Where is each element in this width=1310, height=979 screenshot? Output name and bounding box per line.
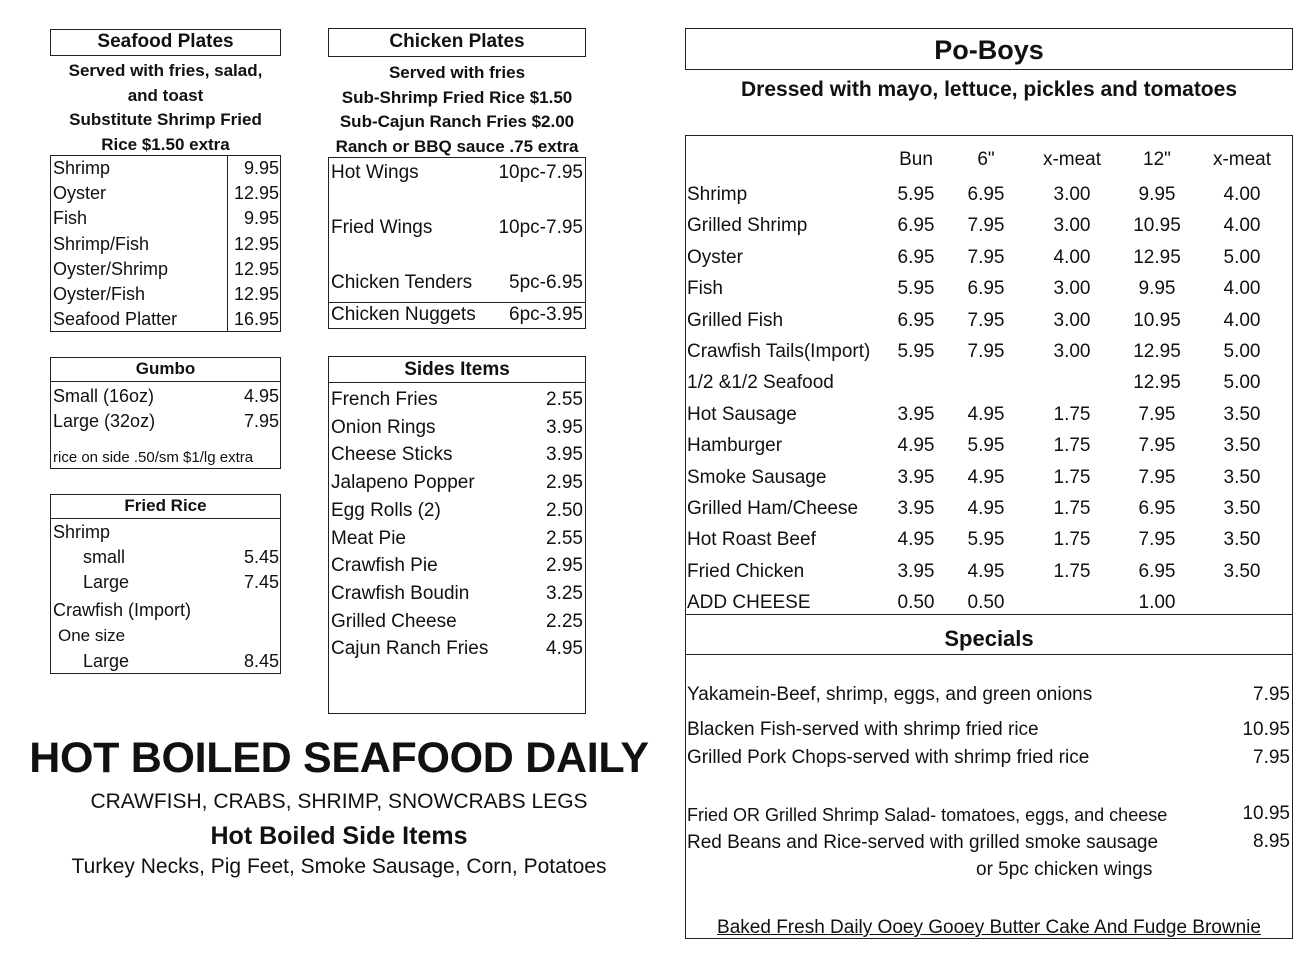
price: 8.45	[243, 651, 279, 671]
table-cell: 3.50	[1223, 466, 1261, 488]
chicken-plates-subtitle	[328, 61, 586, 159]
list-item: Large	[83, 651, 130, 671]
sides-names	[331, 386, 488, 663]
table-cell: 10.95	[1133, 309, 1181, 331]
table-cell: 3.00	[1053, 215, 1091, 237]
price: 10.95	[1242, 803, 1290, 824]
table-cell: 1.75	[1053, 498, 1091, 520]
list-item: Seafood Platter	[53, 309, 178, 330]
table-cell: 6.95	[897, 215, 935, 237]
price: 2.95	[546, 472, 583, 494]
divider	[227, 155, 228, 332]
price: 12.95	[233, 233, 279, 254]
list-item: Fried Wings	[331, 217, 433, 238]
table-cell: 3.50	[1223, 529, 1261, 551]
table-cell: 3.95	[897, 403, 935, 425]
list-item: Jalapeno Popper	[331, 472, 475, 494]
table-row: Hamburger	[687, 435, 783, 457]
price: 9.95	[243, 158, 279, 178]
price: 5pc-6.95	[509, 272, 583, 293]
list-item-continuation: or 5pc chicken wings	[976, 859, 1153, 880]
table-row: Grilled Fish	[687, 309, 784, 331]
table-cell: 3.00	[1053, 309, 1091, 331]
table-cell: 5.00	[1223, 372, 1261, 394]
table-cell: 12.95	[1133, 246, 1181, 268]
table-cell: 3.50	[1223, 435, 1261, 457]
table-cell: 7.95	[967, 215, 1005, 237]
table-cell: 12.95	[1133, 341, 1181, 363]
price: 7.95	[1253, 684, 1290, 705]
price: 2.95	[546, 555, 583, 577]
table-cell: 4.00	[1223, 278, 1261, 300]
list-item: Large (32oz)	[53, 411, 156, 431]
chicken-sub-line: Served with fries	[388, 63, 526, 82]
table-cell: 4.95	[897, 435, 935, 457]
table-cell: 3.50	[1223, 403, 1261, 425]
table-cell: 3.95	[897, 498, 935, 520]
price: 4.95	[546, 638, 583, 660]
table-cell: 9.95	[1138, 278, 1176, 300]
price: 2.50	[546, 499, 583, 521]
table-cell: 5.95	[897, 341, 935, 363]
fried-rice-title: Fried Rice	[50, 494, 281, 519]
poboys-xmeat12-col	[1210, 179, 1274, 619]
chicken-sub-line: Sub-Cajun Ranch Fries $2.00	[339, 112, 575, 131]
dessert-note: Baked Fresh Daily Ooey Gooey Butter Cake And Fudge Brownie	[717, 917, 1261, 938]
price: 12.95	[233, 258, 279, 279]
table-row: Grilled Shrimp	[687, 215, 808, 237]
table-cell: 4.00	[1223, 309, 1261, 331]
hot-boiled-title: HOT BOILED SEAFOOD DAILY	[29, 734, 649, 782]
table-cell: 1.75	[1053, 403, 1091, 425]
table-cell: 10.95	[1133, 215, 1181, 237]
table-cell: 5.95	[897, 278, 935, 300]
price: 10pc-7.95	[498, 217, 583, 238]
list-item: Egg Rolls (2)	[331, 499, 441, 521]
seafood-sub-line: Rice $1.50 extra	[101, 134, 230, 154]
table-cell: 6.95	[897, 246, 935, 268]
table-row: Hot Roast Beef	[687, 529, 816, 551]
price: 16.95	[233, 309, 279, 330]
poboys-6in-col	[955, 179, 1017, 619]
price: 7.95	[243, 411, 279, 431]
table-row: Shrimp	[687, 184, 748, 205]
table-row: ADD CHEESE	[687, 592, 811, 614]
seafood-names	[53, 156, 177, 332]
list-item: Cajun Ranch Fries	[331, 638, 489, 660]
price: 3.95	[546, 416, 583, 438]
chicken-sub-line: Ranch or BBQ sauce .75 extra	[335, 136, 579, 156]
table-cell: 1.75	[1053, 529, 1091, 551]
table-cell	[885, 367, 947, 398]
table-cell: 12.95	[1133, 372, 1181, 394]
table-cell: 7.95	[967, 246, 1005, 268]
price: 4.95	[243, 386, 279, 406]
table-cell: 5.95	[967, 435, 1005, 457]
seafood-prices	[229, 156, 279, 332]
table-cell: 5.95	[897, 184, 935, 205]
list-item: Small (16oz)	[53, 386, 155, 406]
table-cell: 6.95	[967, 278, 1005, 300]
hot-boiled-line2: Turkey Necks, Pig Feet, Smoke Sausage, Corn, Potatoes	[71, 855, 607, 878]
price: 12.95	[233, 284, 279, 305]
list-item: Fried OR Grilled Shrimp Salad- tomatoes, eggs, and cheese	[687, 805, 1168, 825]
sides-prices	[520, 386, 583, 663]
list-item: Large	[83, 572, 130, 592]
table-row: Crawfish Tails(Import)	[687, 341, 871, 363]
table-cell: 4.95	[967, 560, 1005, 582]
list-item: Oyster/Shrimp	[53, 258, 169, 279]
list-item: Cheese Sticks	[331, 444, 453, 466]
table-cell: 3.95	[897, 466, 935, 488]
list-item: Hot Wings	[331, 162, 419, 183]
gumbo-note: rice on side .50/sm $1/lg extra	[53, 449, 254, 466]
price: 10.95	[1242, 719, 1290, 740]
list-item: Grilled Cheese	[331, 610, 457, 632]
table-cell: 1.75	[1053, 560, 1091, 582]
price: 7.45	[243, 572, 279, 592]
list-item: One size	[58, 626, 126, 645]
price: 3.25	[546, 582, 583, 604]
table-cell: 7.95	[1138, 466, 1176, 488]
list-item: Crawfish Pie	[331, 555, 438, 577]
list-item: Meat Pie	[331, 527, 406, 549]
specials-title: Specials	[944, 626, 1034, 651]
price: 5.45	[243, 547, 279, 567]
table-cell: 7.95	[1138, 403, 1176, 425]
hot-boiled-line1: CRAWFISH, CRABS, SHRIMP, SNOWCRABS LEGS	[90, 790, 588, 813]
table-cell: 3.00	[1053, 278, 1091, 300]
poboys-names	[687, 179, 870, 619]
table-cell: 6.95	[1138, 498, 1176, 520]
table-row: Grilled Ham/Cheese	[687, 498, 859, 520]
seafood-sub-line: Substitute Shrimp Fried	[69, 110, 262, 129]
table-row: Fried Chicken	[687, 560, 805, 582]
table-cell: 7.95	[967, 309, 1005, 331]
table-cell: 4.95	[967, 403, 1005, 425]
seafood-plates-title: Seafood Plates	[50, 29, 281, 56]
column-header: 6"	[977, 149, 995, 170]
list-item: Red Beans and Rice-served with grilled smoke sausage	[687, 832, 1159, 853]
table-cell: 7.95	[967, 341, 1005, 363]
table-cell: 4.00	[1223, 215, 1261, 237]
list-item: Shrimp	[53, 158, 111, 178]
price: 3.95	[546, 444, 583, 466]
specials-box	[685, 614, 1293, 939]
list-item: Blacken Fish-served with shrimp fried rice	[687, 719, 1039, 740]
price: 6pc-3.95	[509, 304, 583, 325]
table-row: Oyster	[687, 246, 743, 268]
table-cell: 4.95	[897, 529, 935, 551]
column-header: 12"	[1143, 149, 1171, 170]
table-cell: 3.50	[1223, 560, 1261, 582]
list-item: Chicken Nuggets	[331, 304, 476, 325]
column-header: Bun	[899, 149, 933, 170]
table-row: Hot Sausage	[687, 403, 797, 425]
table-cell: 0.50	[967, 592, 1005, 614]
list-item: Chicken Tenders	[331, 272, 473, 293]
table-row: 1/2 &1/2 Seafood	[687, 372, 834, 394]
list-item: Crawfish Boudin	[331, 582, 470, 604]
table-cell: 5.95	[967, 529, 1005, 551]
price: 8.95	[1253, 831, 1290, 852]
table-cell: 1.00	[1138, 592, 1176, 614]
table-cell: 4.00	[1223, 184, 1261, 205]
column-header: x-meat	[1042, 149, 1102, 170]
gumbo-names	[53, 384, 155, 434]
table-cell: 4.95	[967, 498, 1005, 520]
poboys-bun-col	[885, 179, 947, 619]
table-cell: 0.50	[897, 592, 935, 614]
table-cell: 6.95	[897, 309, 935, 331]
list-item: Onion Rings	[331, 416, 436, 438]
gumbo-title: Gumbo	[50, 357, 281, 382]
price: 2.55	[546, 389, 583, 410]
poboys-title: Po-Boys	[934, 35, 1044, 65]
gumbo-prices	[229, 384, 279, 434]
list-item: Yakamein-Beef, shrimp, eggs, and green onions	[687, 684, 1093, 705]
table-cell: 7.95	[1138, 529, 1176, 551]
seafood-sub-line: and toast	[127, 85, 204, 105]
table-cell: 4.95	[967, 466, 1005, 488]
table-cell	[955, 367, 1017, 398]
list-item: Oyster	[53, 183, 107, 204]
table-cell: 6.95	[1138, 560, 1176, 582]
price: 9.95	[243, 208, 279, 229]
divider	[328, 302, 586, 303]
column-header: x-meat	[1212, 149, 1272, 170]
list-item: small	[83, 547, 126, 567]
chicken-sub-line: Sub-Shrimp Fried Rice $1.50	[341, 87, 573, 107]
poboys-subtitle: Dressed with mayo, lettuce, pickles and tomatoes	[741, 78, 1237, 101]
price: 2.25	[546, 610, 583, 632]
divider	[585, 382, 586, 714]
table-cell: 3.00	[1053, 184, 1091, 205]
table-cell: 1.75	[1053, 435, 1091, 457]
table-cell: 3.00	[1053, 341, 1091, 363]
list-item: French Fries	[331, 389, 438, 410]
table-cell: 1.75	[1053, 466, 1091, 488]
price: 2.55	[546, 527, 583, 549]
table-cell: 9.95	[1138, 184, 1176, 205]
hot-boiled-side-title: Hot Boiled Side Items	[210, 822, 468, 850]
divider	[685, 654, 1293, 655]
list-item: Fish	[53, 208, 88, 229]
poboys-12in-col	[1125, 179, 1189, 619]
price: 10pc-7.95	[498, 162, 583, 183]
list-item: Shrimp	[53, 522, 111, 542]
table-row: Smoke Sausage	[687, 466, 827, 488]
seafood-plates-subtitle	[50, 59, 281, 157]
table-cell: 4.00	[1053, 246, 1091, 268]
table-cell: 3.50	[1223, 498, 1261, 520]
list-item: Grilled Pork Chops-served with shrimp fried rice	[687, 747, 1090, 768]
chicken-plates-title: Chicken Plates	[328, 28, 586, 57]
table-cell	[1040, 367, 1104, 398]
poboys-xmeat6-col	[1040, 179, 1104, 619]
price: 7.95	[1253, 747, 1290, 768]
sides-title: Sides Items	[328, 356, 586, 383]
table-cell: 5.00	[1223, 246, 1261, 268]
list-item: Oyster/Fish	[53, 284, 146, 305]
table-cell: 7.95	[1138, 435, 1176, 457]
table-cell: 5.00	[1223, 341, 1261, 363]
table-row: Fish	[687, 278, 723, 300]
list-item: Shrimp/Fish	[53, 233, 150, 254]
table-cell: 6.95	[967, 184, 1005, 205]
list-item: Crawfish (Import)	[53, 600, 192, 620]
price: 12.95	[233, 183, 279, 204]
seafood-sub-line: Served with fries, salad,	[68, 61, 263, 80]
table-cell: 3.95	[897, 560, 935, 582]
